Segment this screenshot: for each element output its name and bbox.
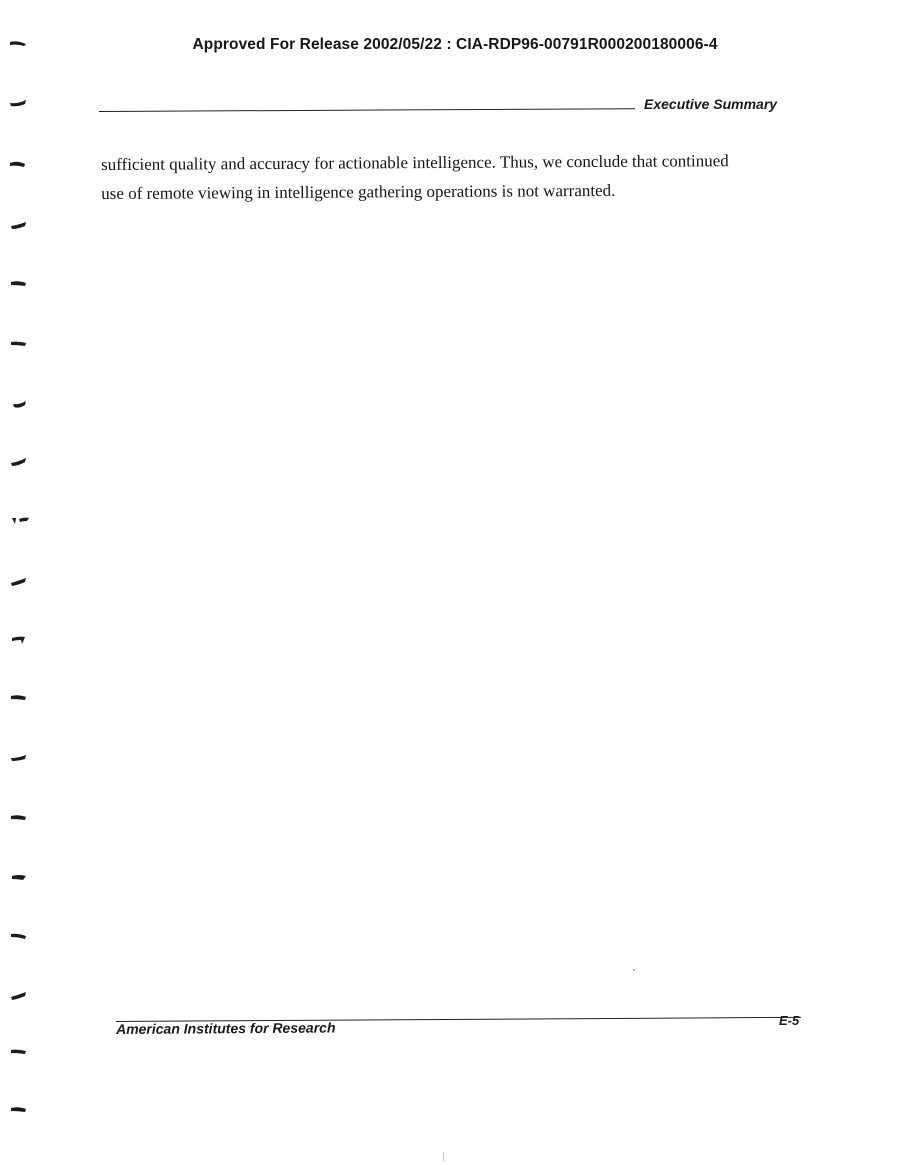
binder-mark — [11, 755, 26, 761]
binder-mark — [11, 578, 26, 586]
binder-mark — [11, 281, 26, 286]
binder-mark — [11, 934, 26, 939]
page-number: E-5 — [779, 1013, 800, 1028]
scan-speck — [633, 969, 635, 971]
body-paragraph — [101, 146, 791, 208]
binder-mark — [11, 342, 26, 346]
footer-organization: American Institutes for Research — [116, 1019, 336, 1037]
binder-mark — [11, 1107, 26, 1112]
binder-mark — [11, 458, 26, 466]
binder-mark — [12, 518, 29, 524]
binder-mark — [11, 1050, 26, 1054]
binder-mark — [12, 637, 25, 644]
binder-mark — [11, 815, 26, 820]
release-stamp-top: Approved For Release 2002/05/22 : CIA-RDP96-00791R000200180006-4 — [192, 36, 718, 53]
scan-speck — [443, 1152, 444, 1161]
binder-mark — [13, 401, 26, 408]
binder-mark — [10, 162, 25, 167]
binder-mark — [11, 695, 26, 700]
header-rule — [99, 108, 635, 112]
binder-mark — [11, 992, 26, 1000]
section-title: Executive Summary — [644, 96, 778, 112]
binder-hole-marks — [0, 0, 40, 1165]
binder-mark — [12, 875, 26, 880]
binder-mark — [11, 222, 26, 229]
body-line-1: sufficient quality and accuracy for actionable intelligence. Thus, we conclude that continued — [101, 151, 729, 174]
binder-mark — [10, 100, 26, 106]
body-line-2: use of remote viewing in intelligence gathering operations is not warranted. — [101, 180, 616, 203]
binder-mark — [10, 41, 26, 46]
